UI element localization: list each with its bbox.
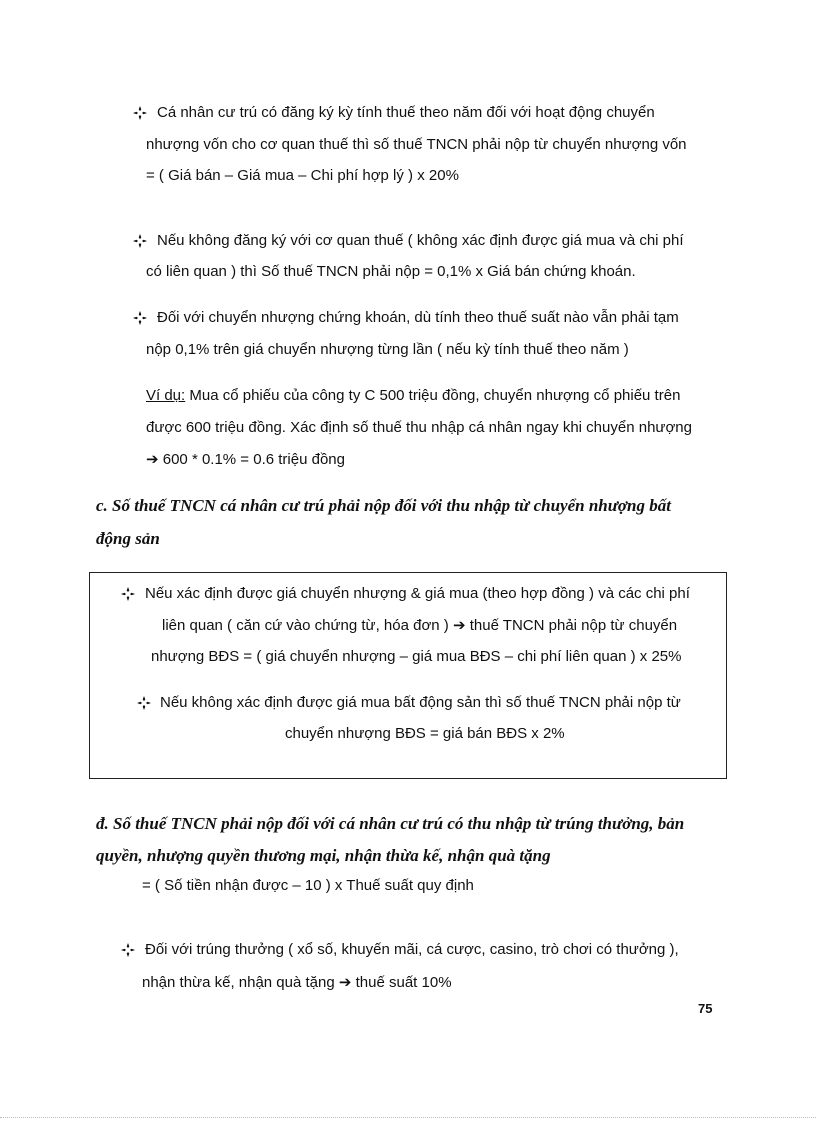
- box-bullet1-line2: liên quan ( căn cứ vào chứng từ, hóa đơn ) ➔ thuế TNCN phải nộp từ chuyển: [162, 616, 678, 634]
- heading-c-line1: c. Số thuế TNCN cá nhân cư trú phải nộp đối với thu nhập từ chuyển nhượng bất: [96, 496, 671, 515]
- example-line3: ➔ 600 * 0.1% = 0.6 triệu đồng: [146, 450, 345, 468]
- box-bullet2-line1: Nếu không xác định được giá mua bất động sản thì số thuế TNCN phải nộp từ: [160, 694, 681, 711]
- heading-d-line2: quyền, nhượng quyền thương mại, nhận thừa kế, nhận quà tặng: [96, 846, 551, 865]
- diamond-bullet-icon: [133, 234, 147, 248]
- right-arrow-icon: ➔: [338, 973, 352, 991]
- diamond-bullet-icon: [121, 587, 135, 601]
- example-line1: Ví dụ: Mua cổ phiếu của công ty C 500 triệu đồng, chuyển nhượng cổ phiếu trên: [146, 387, 681, 404]
- right-arrow-icon: ➔: [146, 450, 159, 468]
- box-bullet2-line2: chuyển nhượng BĐS = giá bán BĐS x 2%: [285, 725, 565, 742]
- box-bullet1-line3: nhượng BĐS = ( giá chuyển nhượng – giá mua BĐS – chi phí liên quan ) x 25%: [151, 648, 682, 665]
- bullet1-line1: Cá nhân cư trú có đăng ký kỳ tính thuế theo năm đối với hoạt động chuyển: [157, 104, 655, 121]
- right-arrow-icon: ➔: [452, 616, 466, 634]
- formula-d: = ( Số tiền nhận được – 10 ) x Thuế suất quy định: [142, 877, 474, 894]
- diamond-bullet-icon: [133, 106, 147, 120]
- page-number: 75: [698, 1001, 713, 1016]
- bullet3-line2: nộp 0,1% trên giá chuyển nhượng từng lần ( nếu kỳ tính thuế theo năm ): [146, 341, 629, 358]
- bullet4-line2: nhận thừa kế, nhận quà tặng ➔ thuế suất 10%: [142, 973, 452, 991]
- bullet2-line1: Nếu không đăng ký với cơ quan thuế ( không xác định được giá mua và chi phí: [157, 232, 684, 249]
- bullet4-line1: Đối với trúng thưởng ( xổ số, khuyến mãi, cá cược, casino, trò chơi có thưởng ),: [145, 941, 679, 958]
- diamond-bullet-icon: [121, 943, 135, 957]
- diamond-bullet-icon: [137, 696, 151, 710]
- example-line2: được 600 triệu đồng. Xác định số thuế thu nhập cá nhân ngay khi chuyển nhượng: [146, 419, 692, 436]
- heading-d-line1: đ. Số thuế TNCN phải nộp đối với cá nhân cư trú có thu nhập từ trúng thưởng, bản: [96, 814, 685, 833]
- bullet1-line2: nhượng vốn cho cơ quan thuế thì số thuế TNCN phải nộp từ chuyển nhượng vốn: [146, 136, 687, 153]
- bullet3-line1: Đối với chuyển nhượng chứng khoán, dù tính theo thuế suất nào vẫn phải tạm: [157, 309, 679, 326]
- bullet1-line3: = ( Giá bán – Giá mua – Chi phí hợp lý ) x 20%: [146, 167, 459, 184]
- page-bottom-divider: [0, 1117, 816, 1118]
- bullet2-line2: có liên quan ) thì Số thuế TNCN phải nộp = 0,1% x Giá bán chứng khoán.: [146, 263, 636, 280]
- box-bullet1-line1: Nếu xác định được giá chuyển nhượng & giá mua (theo hợp đồng ) và các chi phí: [145, 585, 690, 602]
- diamond-bullet-icon: [133, 311, 147, 325]
- heading-c-line2: động sản: [96, 529, 160, 548]
- example-label: Ví dụ:: [146, 387, 186, 404]
